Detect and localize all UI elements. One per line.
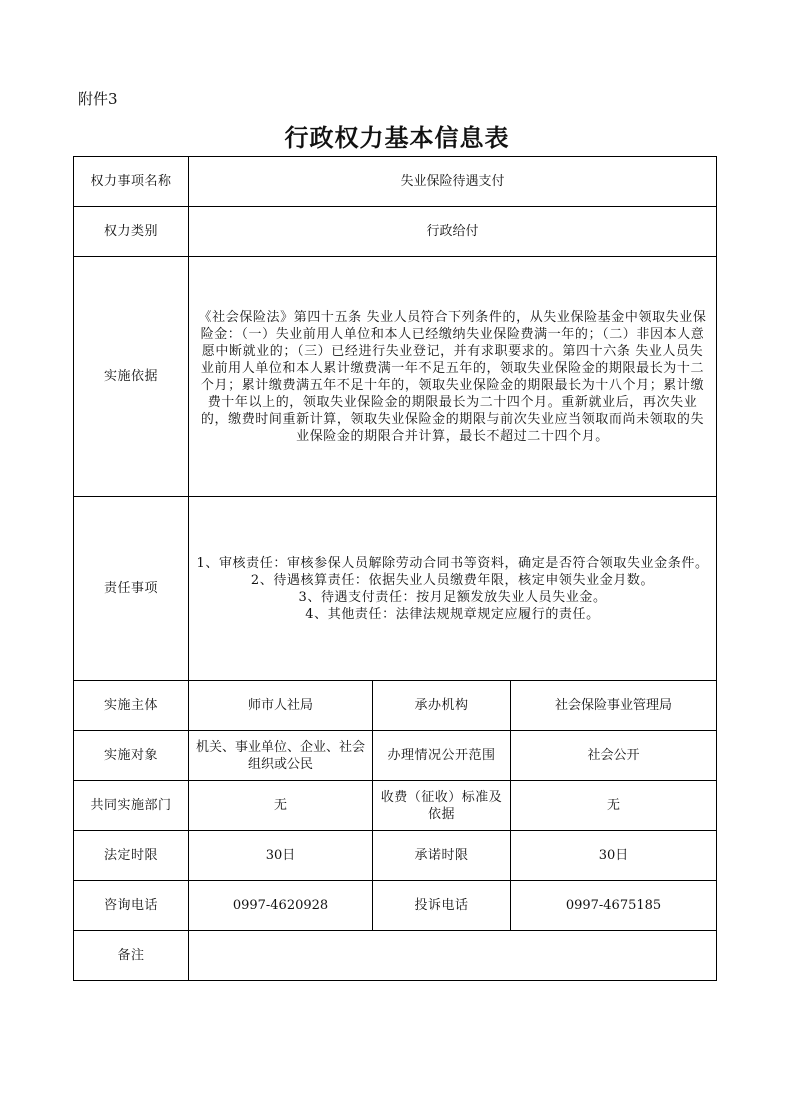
promised-time-limit-value: 30日 xyxy=(511,831,717,881)
table-row xyxy=(74,731,717,781)
legal-time-limit-value: 30日 xyxy=(189,831,373,881)
table-row xyxy=(74,931,717,981)
item-name-label: 权力事项名称 xyxy=(74,157,189,207)
table-row xyxy=(74,207,717,257)
promised-time-limit-label: 承诺时限 xyxy=(373,831,511,881)
joint-dept-label: 共同实施部门 xyxy=(74,781,189,831)
duty-item: 2、待遇核算责任：依据失业人员缴费年限，核定申领失业金月数。 xyxy=(250,572,655,588)
page-title: 行政权力基本信息表 xyxy=(284,123,510,152)
handling-org-value: 社会保险事业管理局 xyxy=(511,681,717,731)
consult-phone-value: 0997-4620928 xyxy=(189,881,373,931)
consult-phone-label: 咨询电话 xyxy=(74,881,189,931)
complaint-phone-value: 0997-4675185 xyxy=(511,881,717,931)
disclosure-scope-label: 办理情况公开范围 xyxy=(373,731,511,781)
subject-label: 实施主体 xyxy=(74,681,189,731)
disclosure-scope-value: 社会公开 xyxy=(511,731,717,781)
item-name-value: 失业保险待遇支付 xyxy=(189,157,717,207)
info-table xyxy=(73,156,717,981)
fee-standard-label: 收费（征收）标准及依据 xyxy=(373,781,511,831)
fee-standard-value: 无 xyxy=(511,781,717,831)
remark-value xyxy=(189,931,717,981)
category-value: 行政给付 xyxy=(189,207,717,257)
attachment-label: 附件3 xyxy=(78,90,118,108)
joint-dept-value: 无 xyxy=(189,781,373,831)
target-value: 机关、事业单位、企业、社会组织或公民 xyxy=(189,731,373,781)
table-row xyxy=(74,497,717,681)
duty-item: 1、审核责任：审核参保人员解除劳动合同书等资料，确定是否符合领取失业金条件。 xyxy=(196,555,709,571)
complaint-phone-label: 投诉电话 xyxy=(373,881,511,931)
duty-item: 3、待遇支付责任：按月足额发放失业人员失业金。 xyxy=(298,589,607,605)
duties-label: 责任事项 xyxy=(74,497,189,681)
legal-time-limit-label: 法定时限 xyxy=(74,831,189,881)
subject-value: 师市人社局 xyxy=(189,681,373,731)
duty-item: 4、其他责任：法律法规规章规定应履行的责任。 xyxy=(305,606,600,622)
table-row xyxy=(74,831,717,881)
basis-label: 实施依据 xyxy=(74,257,189,497)
category-label: 权力类别 xyxy=(74,207,189,257)
duties-value xyxy=(189,497,717,681)
table-row xyxy=(74,157,717,207)
target-label: 实施对象 xyxy=(74,731,189,781)
table-row xyxy=(74,781,717,831)
table-row xyxy=(74,881,717,931)
basis-value: 《社会保险法》第四十五条 失业人员符合下列条件的，从失业保险基金中领取失业保险金：（一）失业前用人单位和本人已经缴纳失业保险费满一年的；（二）非因本人意愿中断就业的；（三）已经进行失业登记，并有求职要求的。第四十六条 失业人员失业前用人单位和本人累计缴费满一年不足五年的，领取失业保险金的期限最长为十二个月；累计缴费满五年不足十年的，领取失业保险金的期限最长为十八个月；累计缴费十年以上的，领取失业保险金的期限最长为二十四个月。重新就业后，再次失业的，缴费时间重新计算，领取失业保险金的期限与前次失业应当领取而尚未领取的失业保险金的期限合并计算，最长不超过二十四个月。 xyxy=(189,257,717,497)
handling-org-label: 承办机构 xyxy=(373,681,511,731)
table-row xyxy=(74,681,717,731)
remark-label: 备注 xyxy=(74,931,189,981)
table-row xyxy=(74,257,717,497)
